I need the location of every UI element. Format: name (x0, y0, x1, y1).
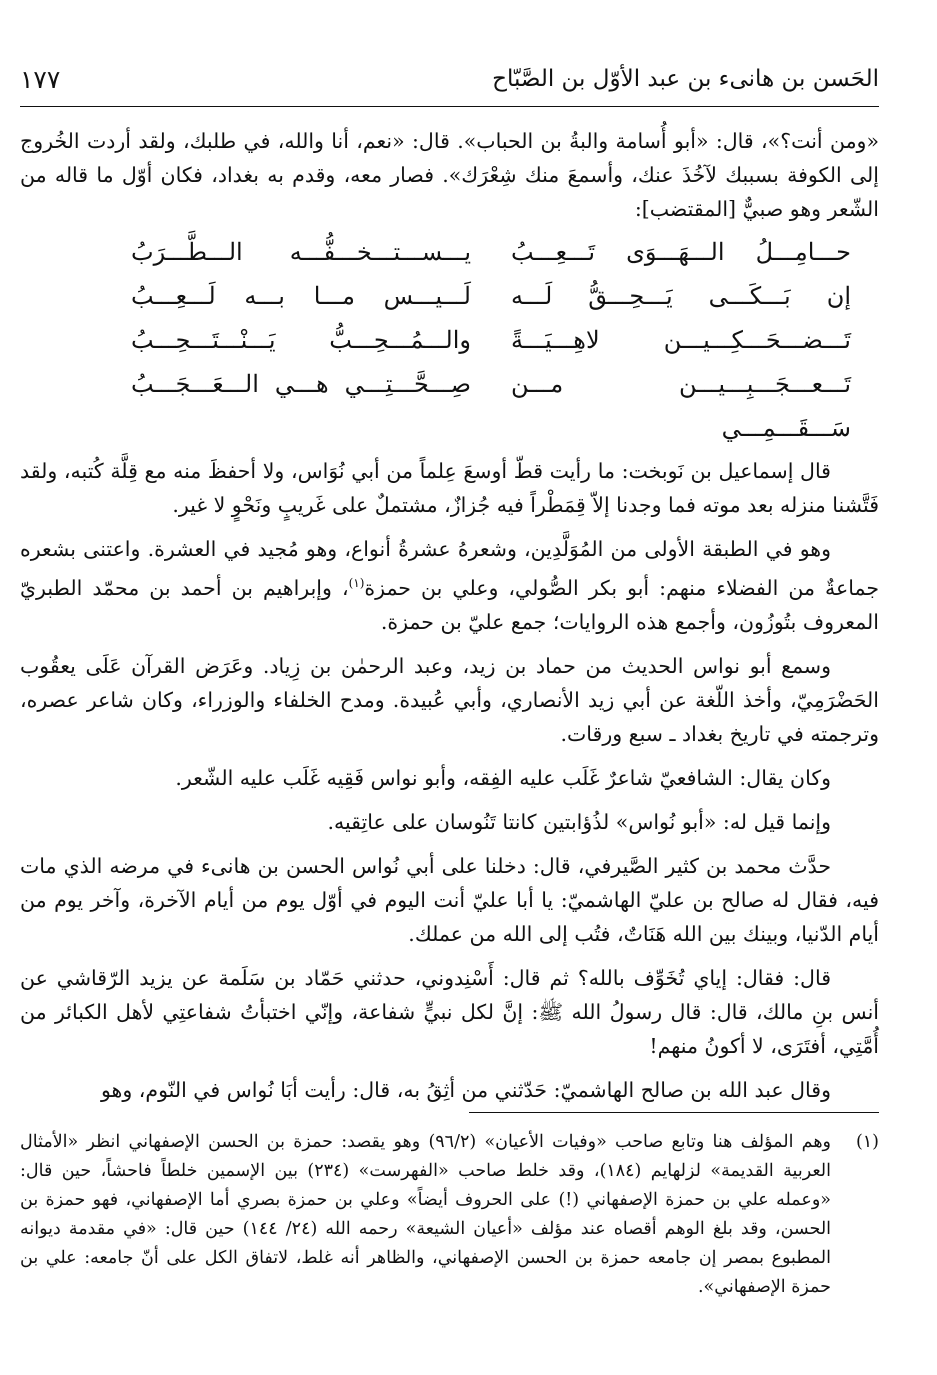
verse-hemistich-first: إن بَـــكَـــى يَـــحِـــقُّ لَـــه (511, 282, 851, 310)
verse-hemistich-second: يـــســـتـــخـــفُّـــه الـــطَّـــرَبُ (131, 238, 471, 266)
footnote-rule (469, 1112, 879, 1113)
paragraph: حدَّث محمد بن كثير الصَّيرفي، قال: دخلنا على أبي نُواس الحسن بن هانىء في مرضه الذي مات فيه، فقال له صالح بن عليّ الهاشميّ: يا أبا عليّ أنت اليوم في أوّل يوم من أيام الآخرة، وآخر يوم من أيام الدّنيا، وبينك بين الله هَنَاتٌ، فتُب إلى الله من عملك. (20, 853, 879, 946)
paragraph: «ومن أنت؟»، قال: «أبو أُسامة والبةُ بن الحباب». قال: «نعم، أنا والله، في طلبك، ولقد أردت الخُروج إلى الكوفة بسببك لآخُذَ عنك، وأسمعَ منك شِعْرَك». فصار معه، وقدم به بغداد، فكان أوّل ما قاله من الشّعر وهو صبيٌّ [المقتضب]: (20, 129, 879, 221)
paragraph: قال: فقال: إياي تُخَوِّف بالله؟ ثم قال: أَسْنِدوني، حدثني حَمّاد بن سَلَمة عن يزيد الرّقاشي عن أنس بنِ مالك، قال: قال رسولُ الله ﷺ: إنَّ لكل نبيٍّ شفاعة، وإنّي اختبأتُ شفاعتِي لأهل الكبائر من أُمَّتِي، أفتَرَى، لا أكونُ منهم! (20, 965, 879, 1058)
footnote-text: وهم المؤلف هنا وتابع صاحب «وفيات الأعيان» (٩٦/٢) وهو يقصد: حمزة بن الحسن الإصفهاني انظر «الأمثال العربية القديمة» لزلهايم (١٨٤)، وقد خلط صاحب «الفهرست» (٢٣٤) بين الإسمين خلطاً فاحشاً، حين قال: «وعمله علي بن حمزة الإصفهاني (!) على الحروف أيضاً» وعلي بن حمزة بصري أما الإصفهاني، فهو حمزة بن الحسن، وقد بلغ الوهم أقصاه عند مؤلف «أعيان الشيعة» رحمه الله (٢٤/ ١٤٤) حين قال: «في مقدمة ديوانه المطبوع بمصر إن جامعه حمزة بن الحسن الإصفهاني، والظاهر أنه غلط، لاتفاق الكل على أنّ جامعه: علي بن حمزة الإصفهاني». (20, 1132, 832, 1297)
page-number: ١٧٧ (20, 64, 61, 94)
header-rule (20, 106, 879, 107)
footnotes (20, 1128, 879, 1302)
paragraph-text: ، وإبراهيم بن أحمد بن محمّد الطبريّ المعروف بتُوزُون، وأجمع هذه الروايات؛ جمع عليّ بن حمزة. (20, 575, 879, 634)
verse-hemistich-first: حـــامِـــلُ الـــهَـــوَى تَـــعِـــبُ (511, 238, 851, 266)
running-title: الحَسن بن هانىء بن عبد الأوّل بن الصَّبّاح (492, 66, 879, 92)
paragraph: وكان يقال: الشافعيّ شاعرٌ غَلَب عليه الفِقه، وأبو نواس فَقِيه غَلَب عليه الشّعر. (175, 765, 831, 790)
verse-hemistich-second: والـــمُـــحِـــبُّ يَـــنْـــتَـــحِـــبُ (131, 326, 471, 354)
footnote-marker[interactable]: (١) (348, 576, 365, 590)
verse-line (131, 362, 851, 450)
running-header (20, 60, 879, 98)
footnote (20, 1128, 879, 1302)
paragraph: وقال عبد الله بن صالح الهاشميّ: حَدّثني من أثِقُ به، قال: رأيت أبَا نُواس في النّوم، وهو (100, 1077, 831, 1102)
verse-hemistich-second: لَـــيـــس مـــا بـــه لَـــعِـــبُ (131, 282, 471, 310)
main-text (20, 124, 879, 1107)
paragraph: وإنما قيل له: «أبو نُواس» لذُؤابتين كانتا تَنُوسان على عاتِقيه. (327, 809, 831, 834)
verse-hemistich-second: صِـــحَّـــتِـــي هـــي الـــعَـــجَـــبُ (131, 370, 471, 398)
paragraph: قال إسماعيل بن نَوبخت: ما رأيت قطّ أوسعَ عِلماً من أبي نُوَاس، ولا أحفظَ منه مع قِلَّة كُتبه، ولقد فَتَّشنا منزله بعد موته فما وجدنا إلاّ قِمَطْراً فيه جُزازٌ، مشتملٌ على غَريبٍ ونَحْوٍ لا غير. (20, 459, 879, 517)
paragraph-text: وهو في الطبقة الأولى من المُوَلَّدِين، وشعرهُ عشرةُ أنواع، وهو مُجيد في العشرة. واعتنى بشعره جماعةٌ من الفضلاء منهم: أبو بكر الصُّولي، وعلي بن حمزة (20, 537, 879, 600)
paragraph (20, 532, 879, 639)
verse-line (131, 230, 851, 274)
verse-hemistich-first: تَـــعـــجَـــبِـــيـــن مـــن سَـــقَـــمِـــي (511, 370, 851, 442)
footnote-number: (١) (855, 1132, 879, 1152)
verse-hemistich-first: تَـــضـــحَـــكِـــيـــن لاهِـــيَـــةً (511, 326, 851, 354)
poem (20, 230, 879, 450)
verse-line (131, 274, 851, 318)
verse-line (131, 318, 851, 362)
paragraph: وسمع أبو نواس الحديث من حماد بن زيد، وعبد الرحمٰن بن زِياد. وعَرَض القرآن عَلَى يعقُوب الحَضْرَمِيّ، وأخذ اللّغة عن أبي زيد الأنصاري، وأبي عُبيدة. ومدح الخلفاء والوزراء، وكان شاعر عصره، وترجمته في تاريخ بغداد ـ سبع ورقات. (20, 653, 879, 746)
